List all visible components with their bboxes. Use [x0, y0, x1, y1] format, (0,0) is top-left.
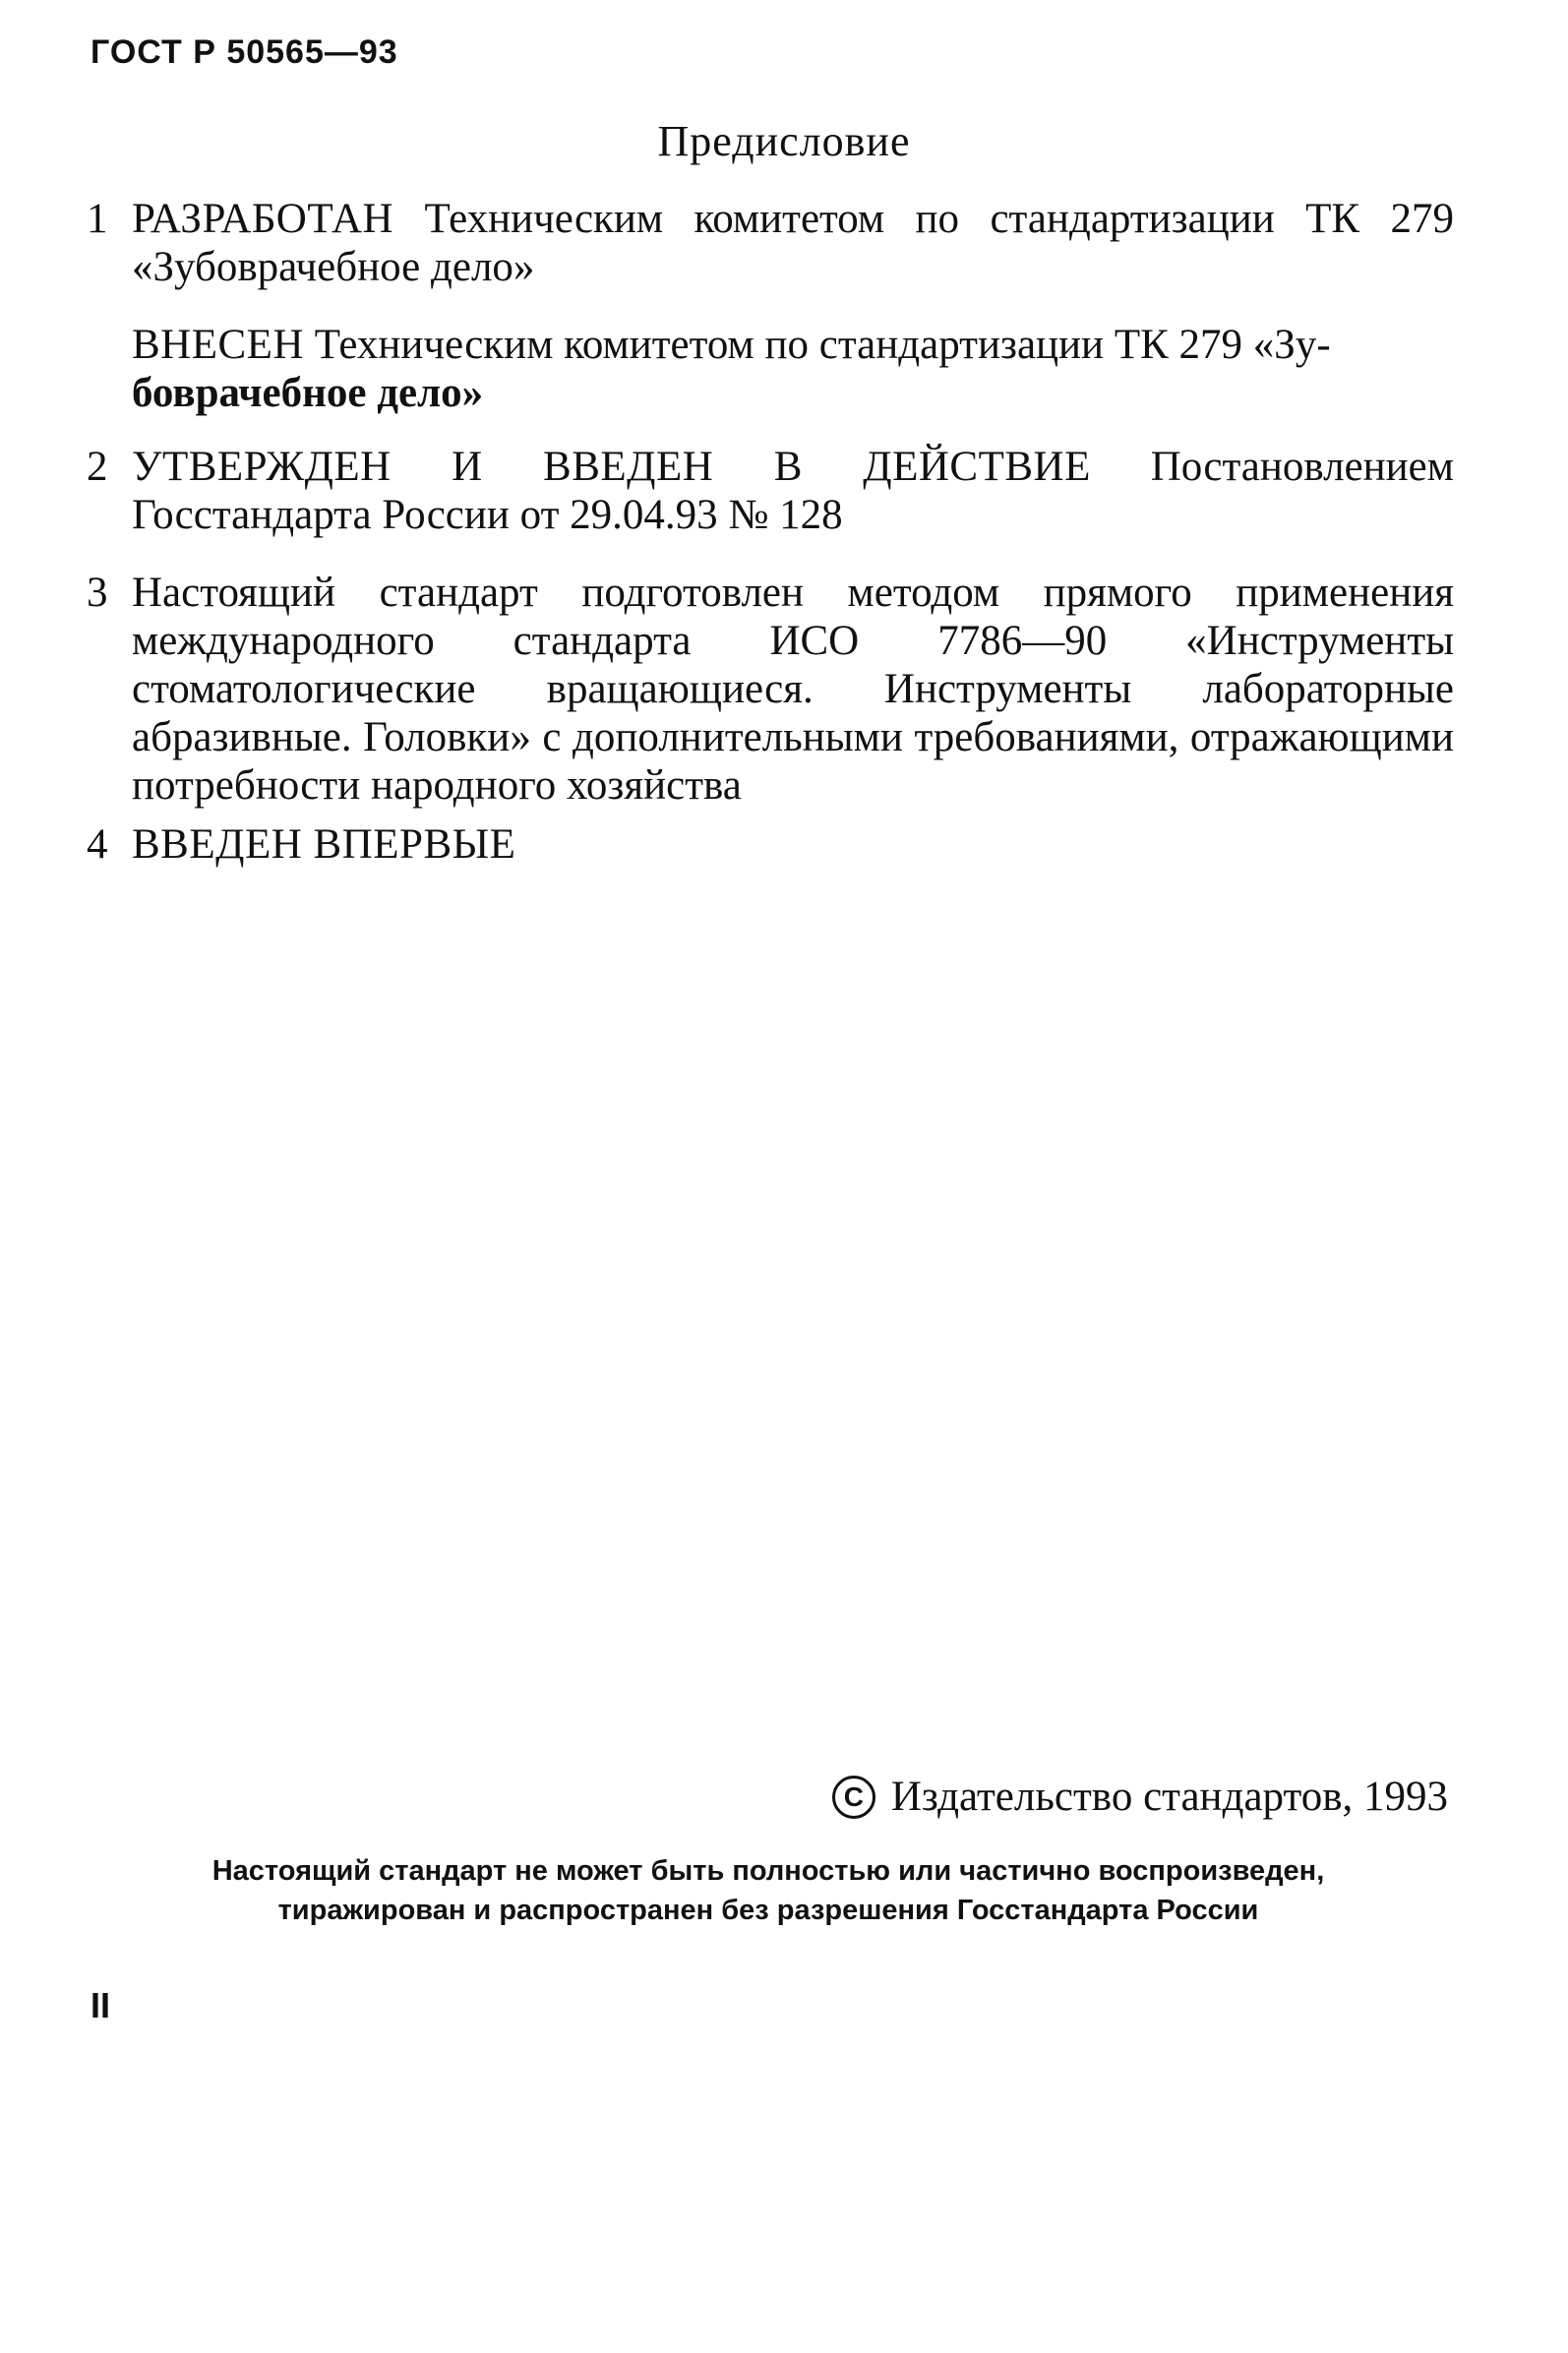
list-item	[87, 569, 1454, 810]
item-lead: УТВЕРЖДЕН И ВВЕДЕН В ДЕЙСТВИЕ	[132, 444, 1091, 490]
item-extra-text: Техническим комитетом по стандартизации ТК 279 «Зу-	[304, 322, 1331, 368]
page-title: Предисловие	[657, 117, 911, 165]
list-item	[87, 443, 1454, 539]
item-text: Техническим комитетом по стандартизации ТК 279 «Зубоврачебное дело»	[132, 196, 1454, 290]
notice-line: тиражирован и распространен без разрешения Госстандарта России	[277, 1895, 1259, 1926]
item-body	[132, 569, 1454, 810]
item-extra-bold: боврачебное дело»	[132, 370, 484, 416]
item-lead: РАЗРАБОТАН	[132, 196, 394, 242]
document-code: ГОСТ Р 50565—93	[90, 33, 398, 71]
item-number: 2	[87, 444, 108, 490]
copyright-icon: C	[832, 1776, 875, 1819]
item-extra-lead: ВНЕСЕН	[132, 322, 304, 368]
item-number: 4	[87, 821, 108, 868]
item-body	[132, 443, 1454, 539]
item-body	[132, 195, 1454, 417]
item-text: Настоящий стандарт подготовлен методом прямого применения международного стандарта ИСО 7786—90 «Инструменты стоматологические вращающиеся. Инструменты лабораторные абразивные. Головки» с дополнительными требованиями, отражающими потребности народного хозяйства	[132, 570, 1454, 809]
list-item	[87, 820, 1454, 869]
copyright-text: Издательство стандартов, 1993	[890, 1774, 1448, 1820]
notice-line: Настоящий стандарт не может быть полностью или частично воспроизведен,	[211, 1855, 1325, 1887]
item-number: 3	[87, 570, 108, 616]
item-number: 1	[87, 196, 108, 242]
item-lead: ВВЕДЕН ВПЕРВЫЕ	[132, 821, 516, 868]
item-body	[132, 820, 1454, 869]
copyright-line	[832, 1773, 1448, 1821]
reproduction-notice	[85, 1851, 1452, 1930]
list-item	[87, 195, 1454, 417]
page-number: II	[90, 1985, 111, 2025]
item-text: Постановлением Госстандарта России от 29.04.93 № 128	[132, 444, 1454, 538]
